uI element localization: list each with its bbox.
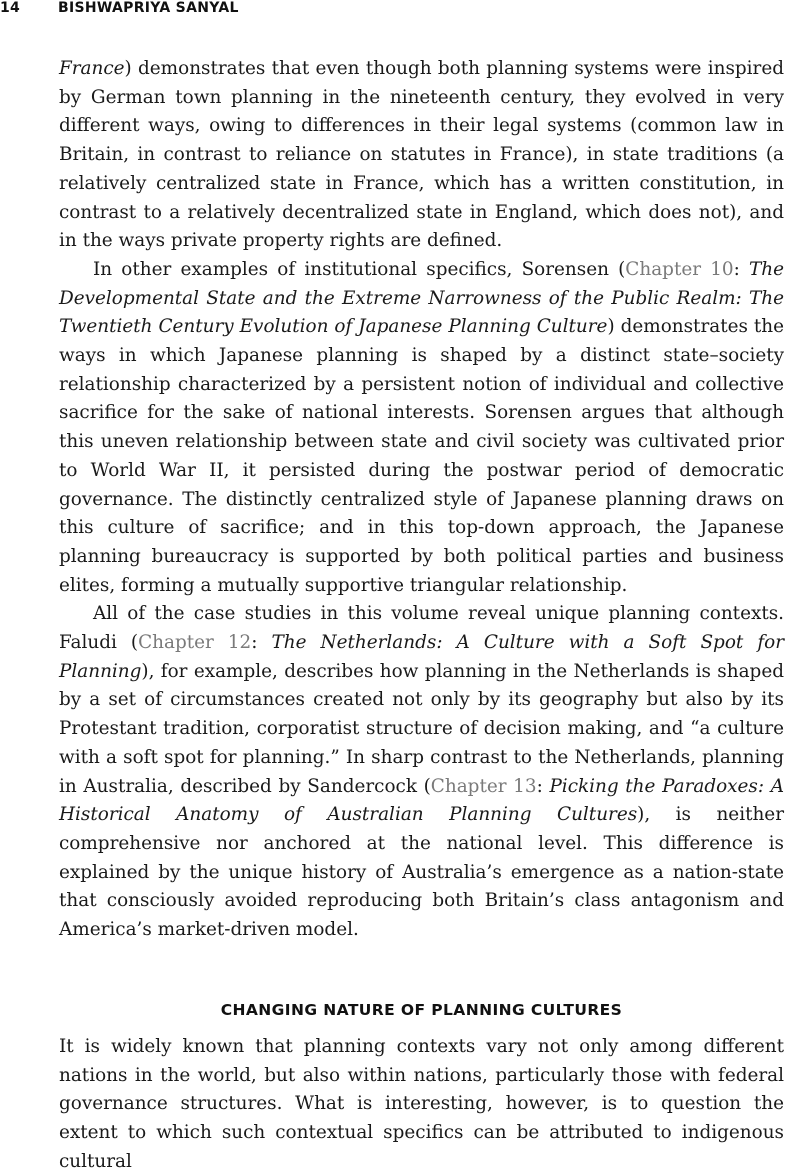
chapter-13-link[interactable]: Chapter 13 [430, 775, 537, 797]
section-heading: CHANGING NATURE OF PLANNING CULTURES [220, 1000, 623, 1019]
running-head-author: BISHWAPRIYA SANYAL [58, 0, 239, 16]
paragraph-1: France) demonstrates that even though both planning systems were inspired by German town planning in the nineteenth century, they evolved in very different ways, owing to differences in their legal systems (common law in Britain, in contrast to reliance on statutes in France), in state traditions (a relatively centralized state in France, which has a written constitution, in contrast to a relatively decentralized state in England, which does not), and in the ways private property rights are defined. [59, 58, 784, 252]
section-paragraph: It is widely known that planning contexts vary not only among different nations in the world, but also within nations, particularly those with federal governance structures. What is interesting, however, is to question the extent to which such contextual specifics can be attributed to indigenous cultural [59, 1035, 784, 1172]
chapter-10-link[interactable]: Chapter 10 [625, 258, 734, 280]
chapter-title: The Developmental State and the Extreme Narrowness of the Public Realm: The Twentieth Century Evolution of Japanese Planning Culture [59, 258, 784, 338]
chapter-title: The Netherlands: A Culture with a Soft Spot for Planning [59, 632, 784, 682]
paragraph-3: All of the case studies in this volume reveal unique planning contexts. Faludi (Chapter 12: The Netherlands: A Culture with a Soft Spot for Planning), for example, describes how planning in the Netherlands is shaped by a set of circumstances created not only by its geography but also by its Protestant tradition, corporatist structure of decision making, and “a culture with a soft spot for planning.” In sharp contrast to the Netherlands, planning in Australia, described by Sandercock (Chapter 13: Picking the Paradoxes: A Historical Anatomy of Australian Planning Cultures), is neither comprehensive nor anchored at the national level. This difference is explained by the unique history of Australia’s emergence as a nation-state that consciously avoided reproducing both Britain’s class antagonism and America’s market-driven model. [59, 603, 785, 941]
chapter-12-link[interactable]: Chapter 12 [138, 632, 252, 654]
italic-lead: France [59, 58, 125, 79]
chapter-title: Picking the Paradoxes: A Historical Anatomy of Australian Planning Cultures [59, 775, 785, 826]
page-number: 14 [0, 0, 21, 16]
paragraph-2: In other examples of institutional specifics, Sorensen (Chapter 10: The Developmental State and the Extreme Narrowness of the Public Realm: The Twentieth Century Evolution of Japanese Planning Culture) demonstrates the ways in which Japanese planning is shaped by a distinct state–society relationship characterized by a persistent notion of individual and collective sacrifice for the sake of national interests. Sorensen argues that although this uneven relationship between state and civil society was cultivated prior to World War II, it persisted during the postwar period of democratic governance. The distinctly centralized style of Japanese planning draws on this culture of sacrifice; and in this top-down approach, the Japanese planning bureaucracy is supported by both political parties and business elites, forming a mutually supportive triangular relationship. [59, 258, 784, 596]
body-text [59, 55, 784, 1176]
running-header [0, 0, 785, 22]
